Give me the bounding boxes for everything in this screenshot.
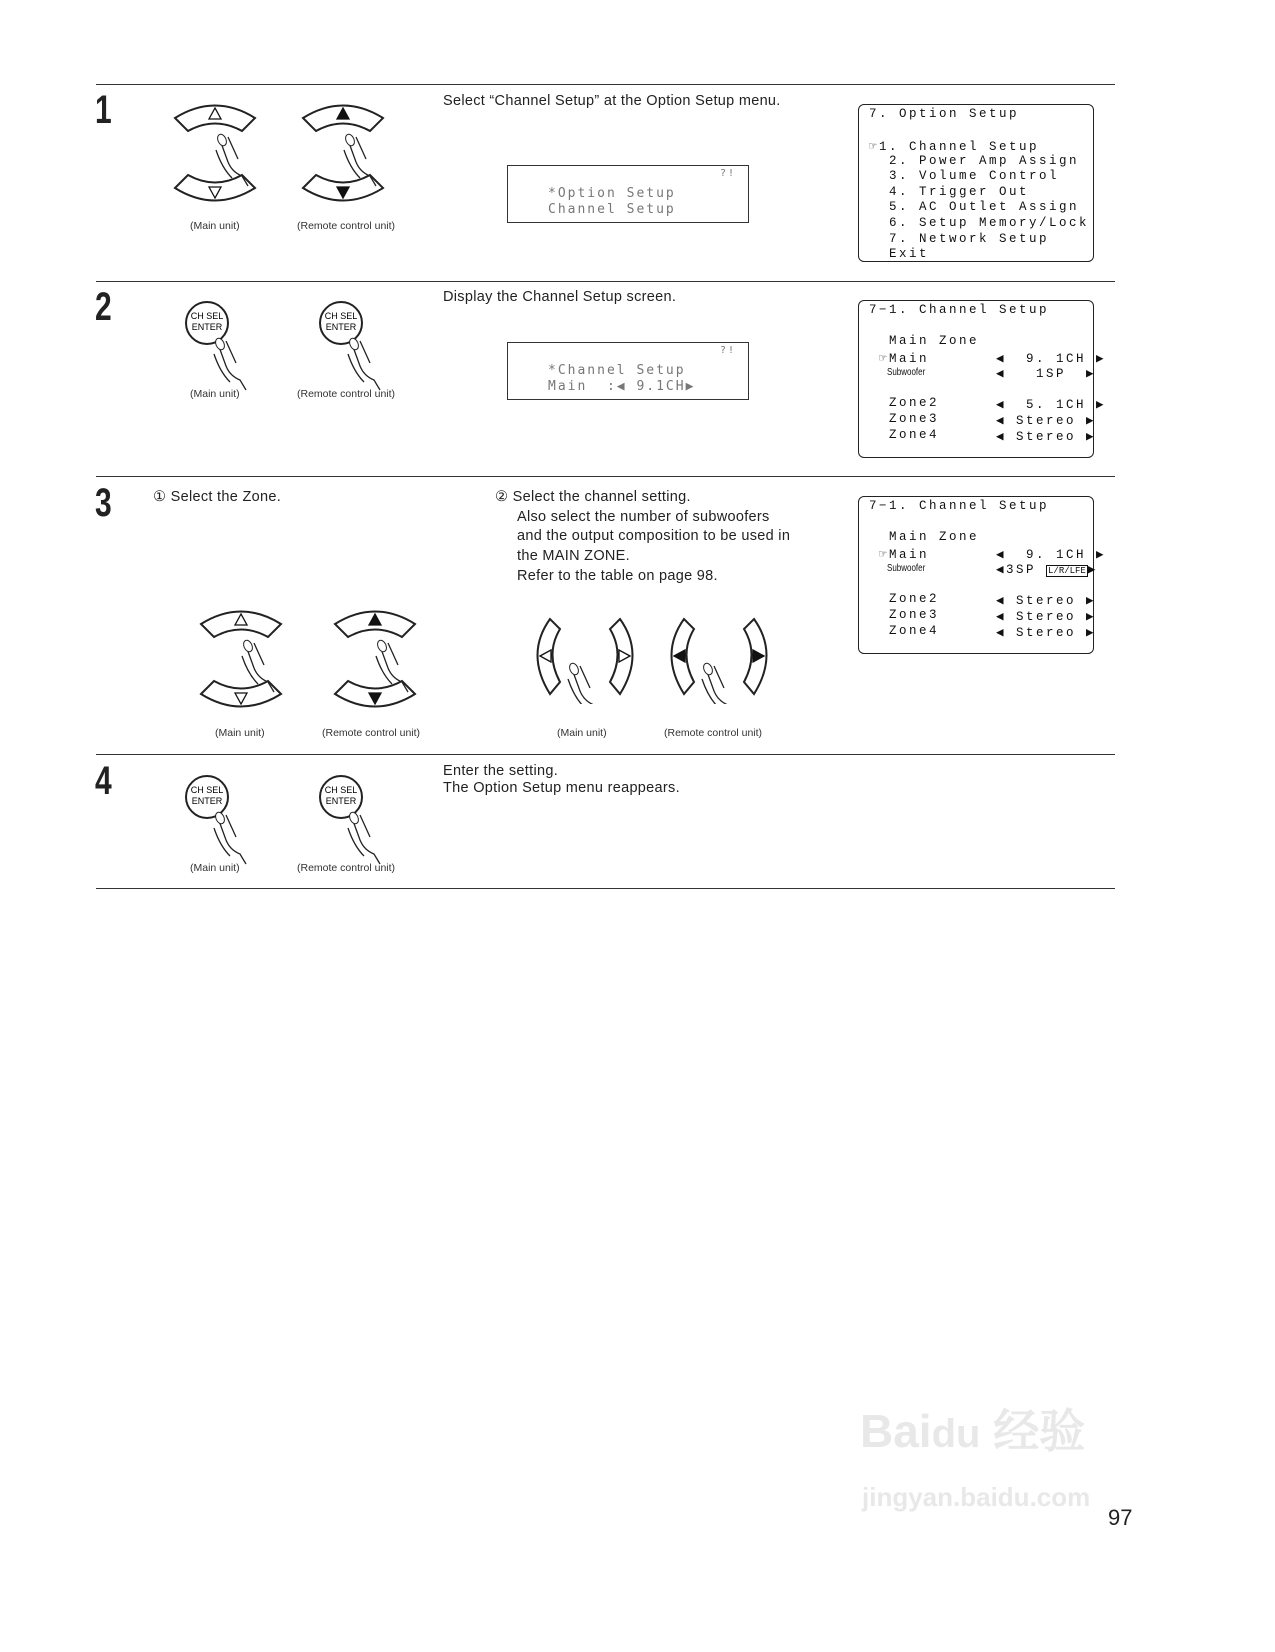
menu-row-label: ☞Main <box>869 547 930 562</box>
menu-row-value: ◀3SP L/R/LFE ▶ <box>996 563 1098 578</box>
main-unit-enter-button-icon <box>184 300 269 400</box>
main-unit-cursor-buttons-icon <box>196 604 296 724</box>
menu-row-label: Zone2 <box>869 592 940 607</box>
menu-row <box>869 608 1097 624</box>
watermark-url: jingyan.baidu.com <box>862 1482 1091 1512</box>
button-label-enter: ENTER <box>325 796 357 806</box>
menu-row-value-text: ◀ Stereo ▶ <box>996 594 1097 609</box>
menu-row-label: Main Zone <box>869 334 980 348</box>
menu-row-label: Subwoofer <box>887 367 926 379</box>
menu-row-label: Zone4 <box>869 623 940 638</box>
menu-row-label: Zone3 <box>869 412 940 426</box>
menu-title: 7. Option Setup <box>869 107 1020 121</box>
page-number: 97 <box>1108 1505 1133 1530</box>
channel-setup-menu-screen <box>858 300 1107 458</box>
step-number: 1 <box>95 88 112 132</box>
step-number: 2 <box>95 285 112 329</box>
menu-row-value <box>996 412 1096 428</box>
menu-row-label: Zone3 <box>869 608 940 622</box>
menu-row <box>869 427 1097 444</box>
caption: (Main unit) <box>215 727 265 739</box>
main-unit-enter-button-icon <box>184 774 269 874</box>
menu-row-value-text: ◀ 5. 1CH ▶ <box>996 398 1107 413</box>
option-setup-menu-screen <box>858 104 1094 262</box>
divider <box>96 754 1115 755</box>
instruction: ② Select the channel setting. <box>495 489 691 505</box>
lcd-line: *Option Setup <box>548 186 676 201</box>
menu-row-value <box>996 350 1106 366</box>
divider <box>96 84 1115 85</box>
menu-row-value-text: ◀ 9. 1CH ▶ <box>996 547 1107 562</box>
menu-row-value <box>996 608 1096 624</box>
menu-row-value <box>996 624 1096 640</box>
caption: (Remote control unit) <box>664 727 763 739</box>
remote-cursor-buttons-icon <box>330 604 430 724</box>
menu-title: 7−1. Channel Setup <box>869 303 1050 317</box>
remote-left-right-buttons-icon <box>664 614 779 709</box>
menu-row <box>869 623 1097 640</box>
step-number: 4 <box>95 759 112 803</box>
menu-row <box>869 232 1089 247</box>
remote-enter-button-icon <box>318 774 403 874</box>
button-label-enter: ENTER <box>191 322 223 332</box>
menu-row-value <box>996 428 1096 444</box>
divider <box>96 888 1115 889</box>
lcd-display <box>507 165 749 223</box>
button-label-ch-sel: CH SEL <box>324 311 358 321</box>
menu-row <box>869 365 1097 382</box>
menu-row-value-text: ◀ 9. 1CH ▶ <box>996 351 1107 366</box>
divider <box>96 281 1115 282</box>
instruction: the MAIN ZONE. <box>517 548 630 564</box>
instruction: Refer to the table on page 98. <box>517 568 718 584</box>
channel-setup-menu-screen <box>858 496 1107 654</box>
button-label-ch-sel: CH SEL <box>190 311 224 321</box>
menu-row-label: ☞Main <box>869 351 930 366</box>
menu-row-value <box>996 396 1106 412</box>
remote-cursor-buttons-icon <box>298 98 398 218</box>
menu-row-label: 4. Trigger Out <box>869 184 1030 199</box>
menu-row-label: Main Zone <box>869 530 980 544</box>
lcd-line: *Channel Setup <box>548 363 686 378</box>
lcd-line: Channel Setup <box>548 202 676 217</box>
output-tag: L/R/LFE <box>1048 566 1086 577</box>
menu-row <box>869 561 1098 578</box>
instruction: Select “Channel Setup” at the Option Setup menu. <box>443 93 781 109</box>
menu-row-value <box>996 592 1096 608</box>
caption: (Main unit) <box>190 220 240 232</box>
menu-row <box>869 577 1089 592</box>
menu-row-label: 6. Setup Memory/Lock <box>869 216 1090 230</box>
menu-row-label: 5. AC Outlet Assign <box>869 200 1080 215</box>
lcd-indicator: ?! <box>719 345 736 356</box>
instruction: ① Select the Zone. <box>153 489 282 505</box>
menu-row <box>869 138 1089 153</box>
menu-row-value-text: ◀ 1SP ▶ <box>996 367 1097 382</box>
menu-row-label: Zone4 <box>869 427 940 442</box>
menu-row-label: 2. Power Amp Assign <box>869 153 1080 168</box>
menu-row-value-text: ◀3SP <box>996 563 1047 578</box>
caption: (Remote control unit) <box>297 388 396 400</box>
menu-row <box>869 592 1097 609</box>
instruction: The Option Setup menu reappears. <box>443 780 680 796</box>
watermark-logo: Baidu 经验 <box>860 1405 1086 1457</box>
lcd-display <box>507 342 749 400</box>
menu-row <box>869 200 1089 215</box>
menu-row-value-text: ◀ Stereo ▶ <box>996 625 1097 640</box>
menu-row <box>869 412 1097 428</box>
caption: (Remote control unit) <box>322 727 421 739</box>
menu-row <box>869 185 1089 200</box>
menu-title: 7−1. Channel Setup <box>869 499 1050 513</box>
button-label-ch-sel: CH SEL <box>190 785 224 795</box>
menu-row <box>869 396 1107 413</box>
lcd-indicator: ?! <box>719 168 736 179</box>
caption: (Main unit) <box>557 727 607 739</box>
menu-row-label: 3. Volume Control <box>869 169 1060 184</box>
main-unit-left-right-buttons-icon <box>530 614 645 709</box>
menu-row-value-text: ◀ Stereo ▶ <box>996 414 1097 428</box>
instruction: Enter the setting. <box>443 763 559 779</box>
menu-row-label: Subwoofer <box>887 563 926 575</box>
menu-row-label: 7. Network Setup <box>869 231 1050 246</box>
menu-row <box>869 334 1089 349</box>
menu-row <box>869 169 1089 184</box>
button-label-ch-sel: CH SEL <box>324 785 358 795</box>
menu-row-value <box>996 365 1096 381</box>
menu-row <box>869 546 1107 562</box>
menu-row <box>869 247 1089 262</box>
menu-row <box>869 216 1089 231</box>
menu-row-value <box>996 546 1106 562</box>
menu-row <box>869 154 1089 169</box>
button-label-enter: ENTER <box>191 796 223 806</box>
menu-row-label: ☞1. Channel Setup <box>869 140 1040 154</box>
caption: (Remote control unit) <box>297 862 396 874</box>
menu-row <box>869 530 1089 545</box>
step-number: 3 <box>95 481 112 525</box>
menu-row-label: Exit <box>869 247 930 262</box>
instruction: Display the Channel Setup screen. <box>443 289 677 305</box>
divider <box>96 476 1115 477</box>
menu-row <box>869 350 1107 366</box>
caption: (Remote control unit) <box>297 220 396 232</box>
button-label-enter: ENTER <box>325 322 357 332</box>
menu-row-label: Zone2 <box>869 396 940 411</box>
lcd-line: Main :◀ 9.1CH▶ <box>548 379 696 394</box>
caption: (Main unit) <box>190 862 240 874</box>
instruction: and the output composition to be used in <box>517 528 791 544</box>
menu-row-value-text: ◀ Stereo ▶ <box>996 610 1097 624</box>
menu-row-value-text: ◀ Stereo ▶ <box>996 429 1097 444</box>
caption: (Main unit) <box>190 388 240 400</box>
menu-row <box>869 381 1089 396</box>
main-unit-cursor-buttons-icon <box>170 98 270 218</box>
remote-enter-button-icon <box>318 300 403 400</box>
instruction: Also select the number of subwoofers <box>517 509 770 525</box>
